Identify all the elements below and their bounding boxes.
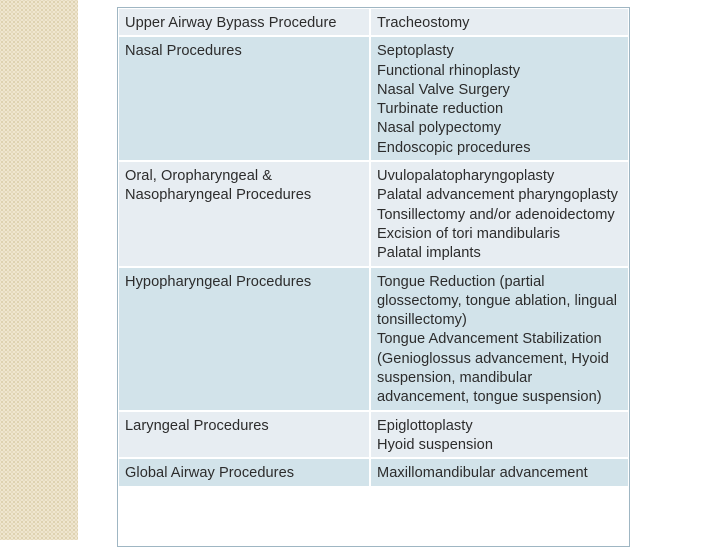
category-label: Nasal Procedures — [125, 43, 242, 60]
procedure-item: Functional rhinoplasty — [377, 62, 521, 79]
table-row — [118, 458, 629, 486]
procedure-item: Tracheostomy — [377, 15, 470, 31]
procedure-item: Tonsillectomy and/or adenoidectomy — [377, 206, 615, 223]
procedure-item: Palatal advancement pharyngoplasty — [377, 187, 619, 204]
decorative-side-strip — [0, 0, 78, 540]
procedures-table — [117, 7, 630, 488]
category-label: Global Airway Procedures — [125, 465, 295, 482]
category-cell — [118, 411, 370, 459]
procedure-item: Tongue Advancement Stabilization (Genioglossus advancement, Hyoid suspension, mandibular advancement, tongue suspension) — [377, 331, 609, 406]
procedure-item: Endoscopic procedures — [377, 139, 531, 156]
procedure-item: Septoplasty — [377, 43, 454, 60]
procedures-table-container — [117, 7, 630, 488]
category-cell — [118, 161, 370, 266]
table-row — [118, 411, 629, 459]
procedure-item: Nasal polypectomy — [377, 120, 502, 137]
category-label: Laryngeal Procedures — [125, 417, 269, 434]
procedure-item: Nasal Valve Surgery — [377, 81, 510, 98]
category-label: Oral, Oropharyngeal & Nasopharyngeal Procedures — [125, 168, 312, 204]
category-cell — [118, 36, 370, 161]
procedure-item: Maxillomandibular advancement — [377, 465, 588, 482]
procedure-item: Turbinate reduction — [377, 101, 504, 118]
procedures-table-body — [118, 8, 629, 487]
procedures-cell — [370, 161, 629, 266]
procedures-cell — [370, 267, 629, 411]
category-label: Hypopharyngeal Procedures — [125, 273, 312, 290]
procedures-cell — [370, 8, 629, 36]
procedures-cell — [370, 458, 629, 486]
category-cell — [118, 267, 370, 411]
procedure-item: Hyoid suspension — [377, 436, 493, 453]
procedure-item: Uvulopalatopharyngoplasty — [377, 168, 555, 185]
procedure-item: Epiglottoplasty — [377, 417, 473, 434]
procedure-item: Excision of tori mandibularis — [377, 225, 561, 242]
table-row — [118, 267, 629, 411]
procedure-item: Tongue Reduction (partial glossectomy, tongue ablation, lingual tonsillectomy) — [377, 273, 618, 329]
table-row — [118, 161, 629, 266]
category-label: Upper Airway Bypass Procedure — [125, 15, 337, 31]
category-cell — [118, 8, 370, 36]
category-cell — [118, 458, 370, 486]
table-row — [118, 36, 629, 161]
procedures-cell — [370, 411, 629, 459]
procedure-item: Palatal implants — [377, 245, 481, 262]
table-row — [118, 8, 629, 36]
procedures-cell — [370, 36, 629, 161]
